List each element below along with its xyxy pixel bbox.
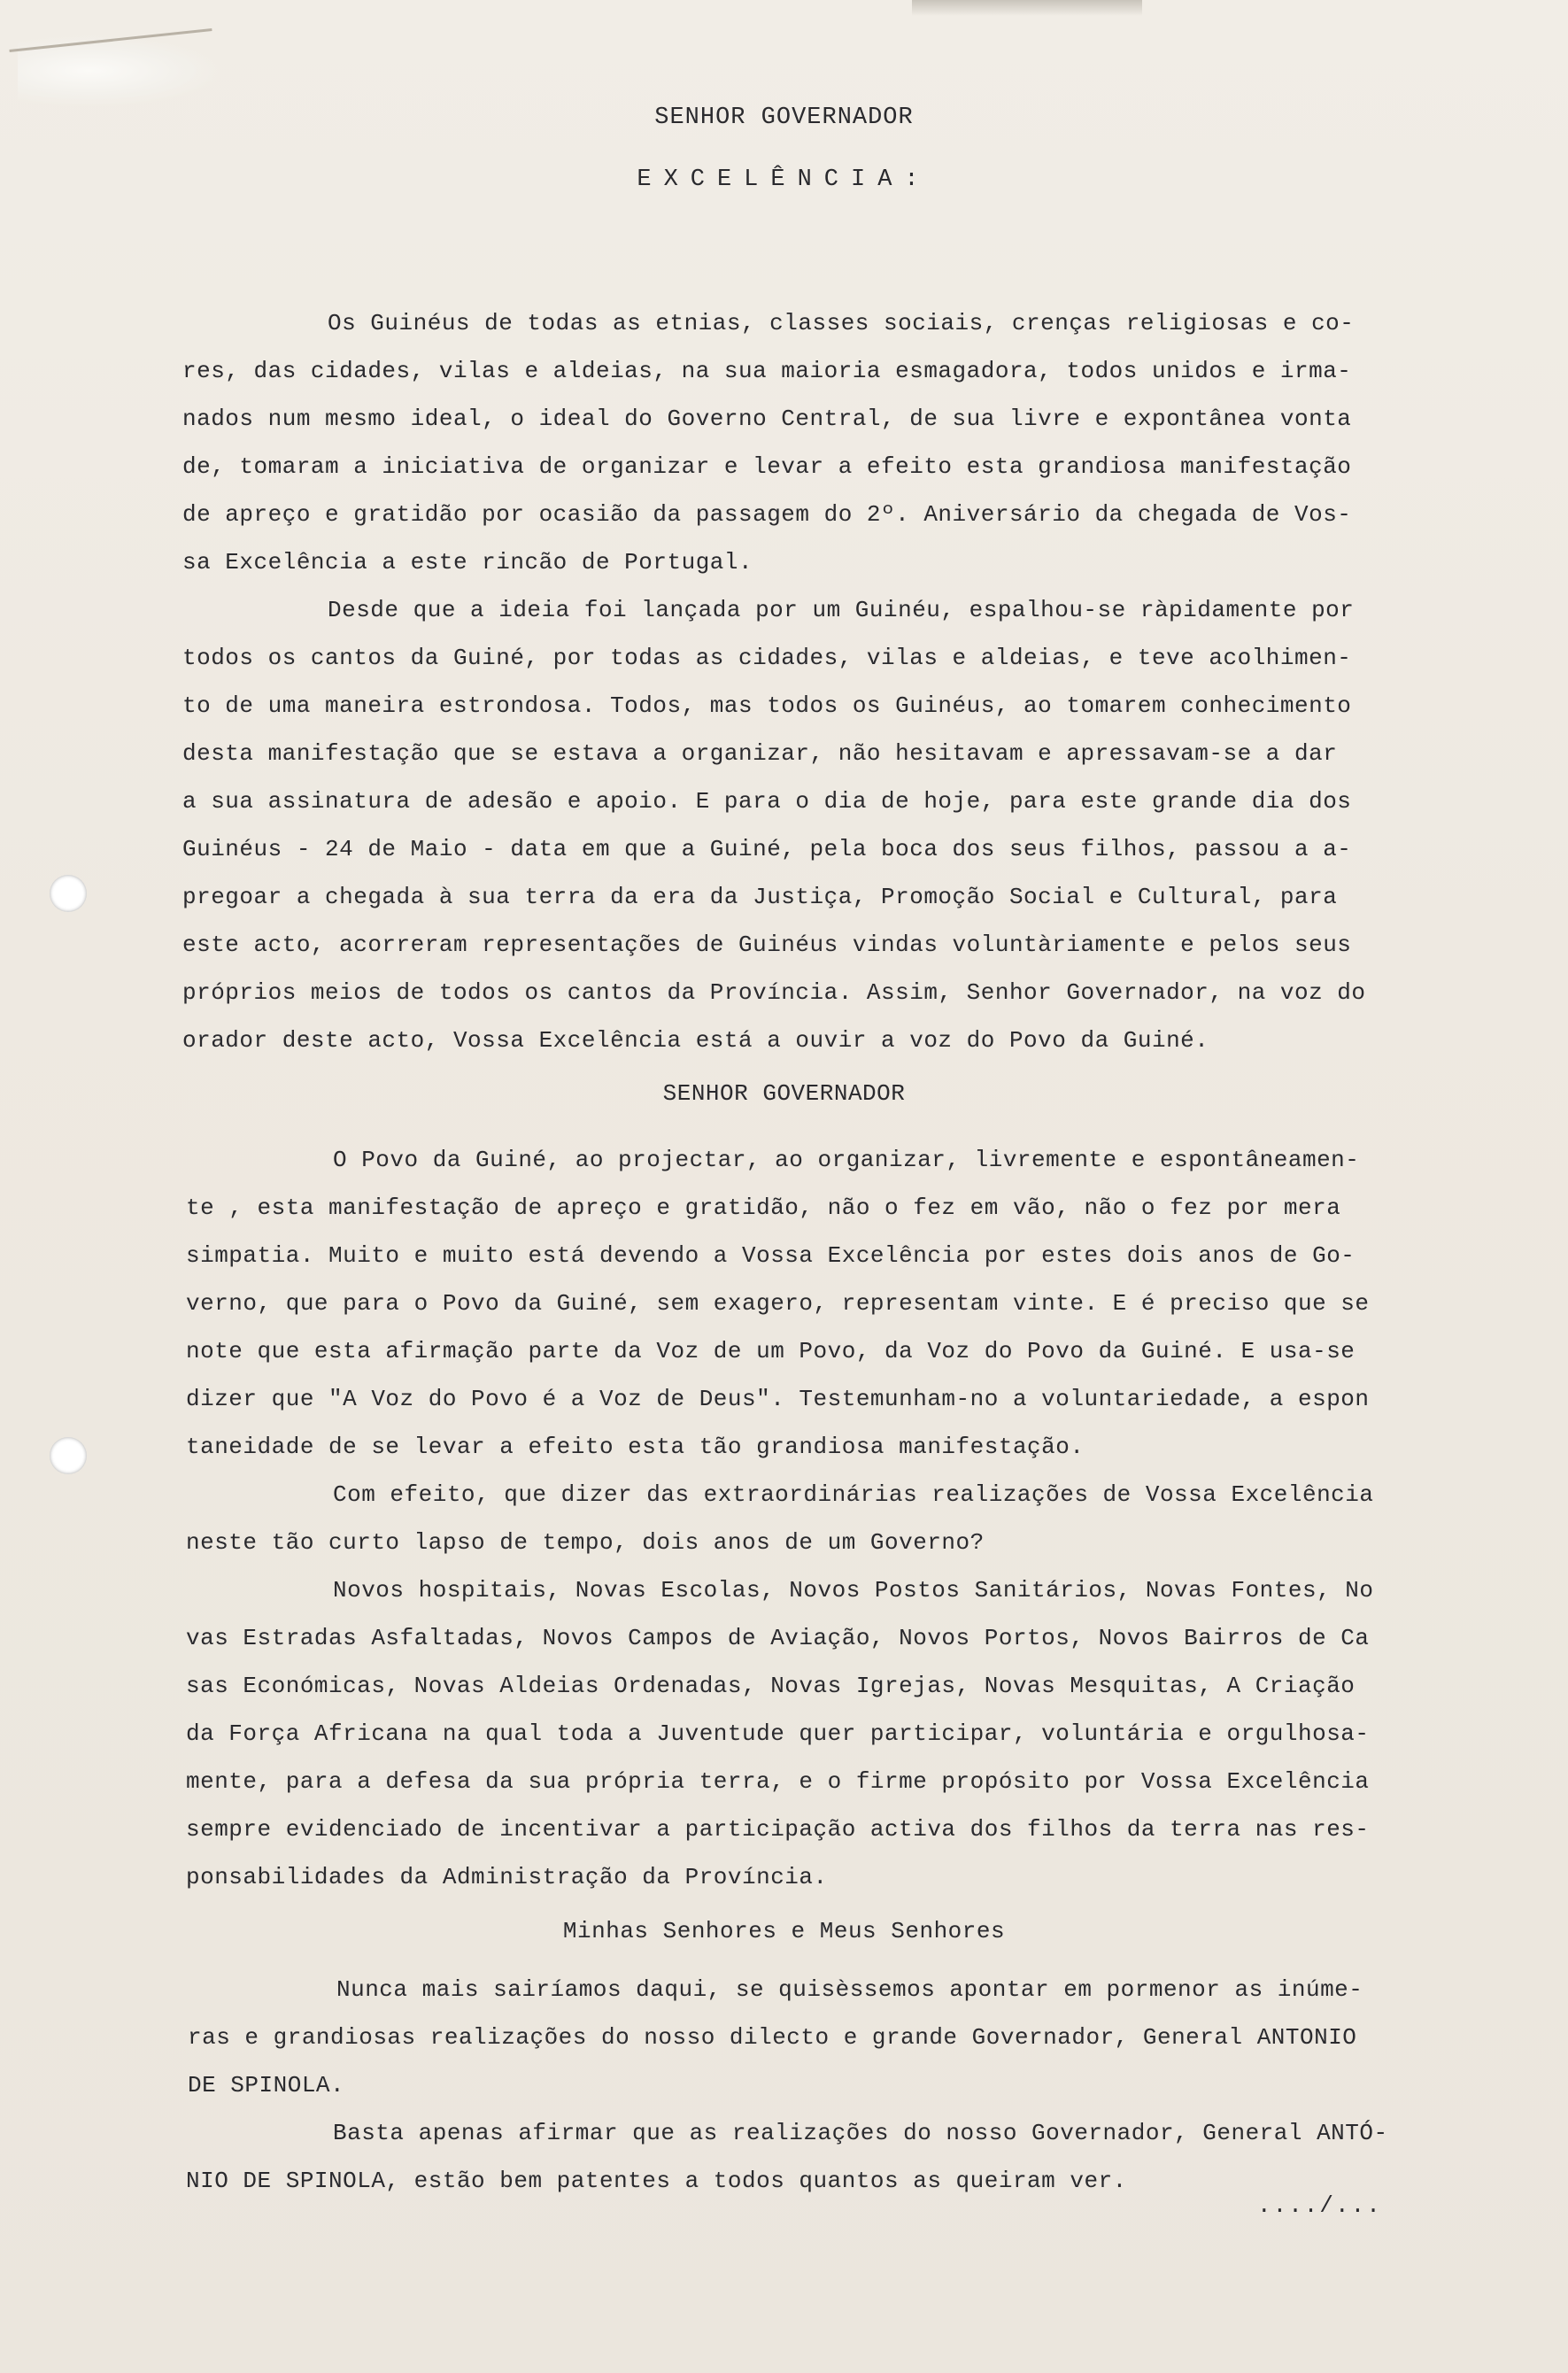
text-line: próprios meios de todos os cantos da Província. Assim, Senhor Governador, na voz do bbox=[182, 979, 1366, 1006]
text-line: da Força Africana na qual toda a Juventude quer participar, voluntária e orgulhosa- bbox=[186, 1720, 1370, 1747]
text-line: neste tão curto lapso de tempo, dois anos de um Governo? bbox=[186, 1529, 985, 1556]
continuation-mark: ..../... bbox=[1257, 2192, 1382, 2219]
text-line: de apreço e gratidão por ocasião da passagem do 2º. Aniversário da chegada de Vos- bbox=[182, 501, 1352, 528]
text-line: pregoar a chegada à sua terra da era da Justiça, Promoção Social e Cultural, para bbox=[182, 884, 1338, 910]
text-line: orador deste acto, Vossa Excelência está a ouvir a voz do Povo da Guiné. bbox=[182, 1027, 1209, 1054]
text-line: te , esta manifestação de apreço e gratidão, não o fez em vão, não o fez por mera bbox=[186, 1194, 1341, 1221]
text-line: nados num mesmo ideal, o ideal do Governo Central, de sua livre e expontânea vonta bbox=[182, 406, 1352, 432]
text-line: Guinéus - 24 de Maio - data em que a Guiné, pela boca dos seus filhos, passou a a- bbox=[182, 836, 1352, 862]
heading-senhor-governador: SENHOR GOVERNADOR bbox=[654, 104, 914, 131]
text-line: Desde que a ideia foi lançada por um Guinéu, espalhou-se ràpidamente por bbox=[328, 597, 1355, 623]
text-line: sempre evidenciado de incentivar a participação activa dos filhos da terra nas res- bbox=[186, 1816, 1370, 1843]
text-line: vas Estradas Asfaltadas, Novos Campos de Aviação, Novos Portos, Novos Bairros de Ca bbox=[186, 1625, 1370, 1651]
text-line: sas Económicas, Novas Aldeias Ordenadas, Novas Igrejas, Novas Mesquitas, A Criação bbox=[186, 1673, 1356, 1699]
text-line: de, tomaram a iniciativa de organizar e levar a efeito esta grandiosa manifestação bbox=[182, 453, 1352, 480]
text-line: Com efeito, que dizer das extraordinárias realizações de Vossa Excelência bbox=[333, 1481, 1374, 1508]
text-line: DE SPINOLA. bbox=[188, 2072, 345, 2099]
heading-excelencia: EXCELÊNCIA: bbox=[637, 166, 931, 193]
text-line: taneidade de se levar a efeito esta tão grandiosa manifestação. bbox=[186, 1434, 1085, 1460]
text-line: Os Guinéus de todas as etnias, classes sociais, crenças religiosas e co- bbox=[328, 310, 1355, 336]
text-line: res, das cidades, vilas e aldeias, na sua maioria esmagadora, todos unidos e irma- bbox=[182, 358, 1352, 384]
text-line: dizer que "A Voz do Povo é a Voz de Deus". Testemunham-no a voluntariedade, a espon bbox=[186, 1386, 1370, 1412]
text-line: Basta apenas afirmar que as realizações do nosso Governador, General ANTÓ- bbox=[333, 2120, 1388, 2146]
text-line: este acto, acorreram representações de Guinéus vindas voluntàriamente e pelos seus bbox=[182, 931, 1352, 958]
text-line: desta manifestação que se estava a organizar, não hesitavam e apressavam-se a dar bbox=[182, 740, 1338, 767]
text-line: Nunca mais sairíamos daqui, se quisèssemos apontar em pormenor as inúme- bbox=[336, 1976, 1363, 2003]
text-line: simpatia. Muito e muito está devendo a Vossa Excelência por estes dois anos de Go- bbox=[186, 1242, 1356, 1269]
text-line: note que esta afirmação parte da Voz de um Povo, da Voz do Povo da Guiné. E usa-se bbox=[186, 1338, 1356, 1364]
text-line: to de uma maneira estrondosa. Todos, mas todos os Guinéus, ao tomarem conhecimento bbox=[182, 692, 1352, 719]
text-line: todos os cantos da Guiné, por todas as cidades, vilas e aldeias, e teve acolhimen- bbox=[182, 645, 1352, 671]
text-line: NIO DE SPINOLA, estão bem patentes a todos quantos as queiram ver. bbox=[186, 2168, 1127, 2194]
text-line: sa Excelência a este rincão de Portugal. bbox=[182, 549, 753, 576]
subheading-senhor-governador: SENHOR GOVERNADOR bbox=[662, 1080, 906, 1107]
greeting-line: Minhas Senhores e Meus Senhores bbox=[562, 1918, 1006, 1944]
text-line: Novos hospitais, Novas Escolas, Novos Postos Sanitários, Novas Fontes, No bbox=[333, 1577, 1374, 1604]
text-line: ras e grandiosas realizações do nosso dilecto e grande Governador, General ANTONIO bbox=[188, 2024, 1357, 2051]
text-line: O Povo da Guiné, ao projectar, ao organizar, livremente e espontâneamen- bbox=[333, 1147, 1360, 1173]
text-line: ponsabilidades da Administração da Província. bbox=[186, 1864, 828, 1890]
text-line: a sua assinatura de adesão e apoio. E para o dia de hoje, para este grande dia dos bbox=[182, 788, 1352, 815]
text-line: verno, que para o Povo da Guiné, sem exagero, representam vinte. E é preciso que se bbox=[186, 1290, 1370, 1317]
text-line: mente, para a defesa da sua própria terra, e o firme propósito por Vossa Excelência bbox=[186, 1768, 1370, 1795]
